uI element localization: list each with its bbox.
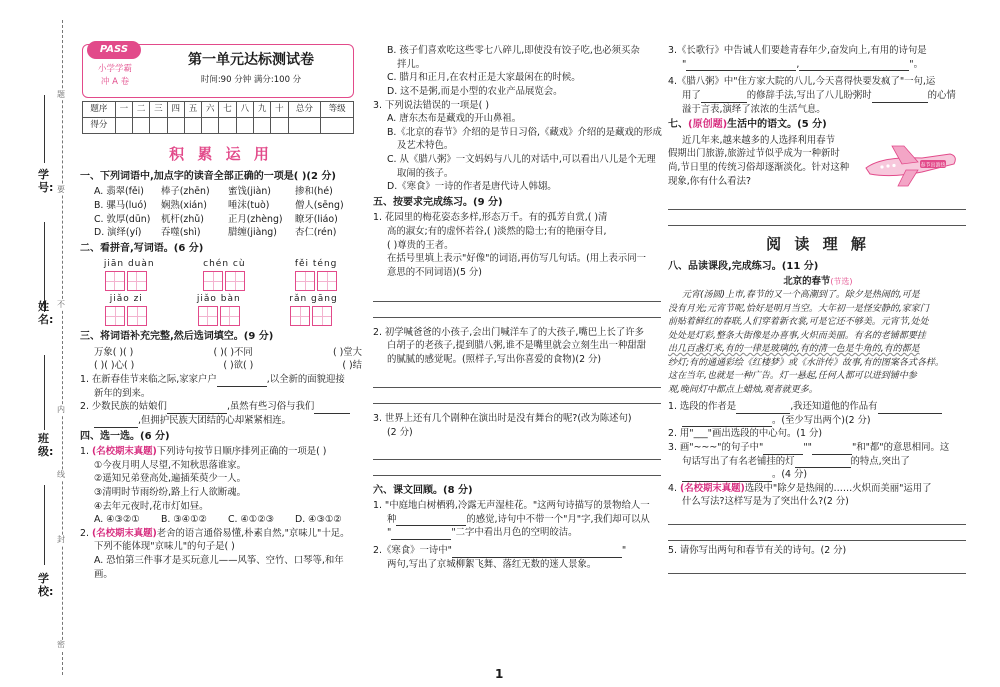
q1-option: 掺和(hé): [295, 186, 333, 198]
score-cell[interactable]: [150, 118, 167, 134]
score-header-cell: 题序: [83, 102, 116, 118]
pinyin-text: fěi téng: [294, 259, 338, 270]
blank[interactable]: [314, 403, 350, 414]
q1-option: 腊缠(jiàng): [228, 227, 277, 239]
score-header-cell: 一: [115, 102, 132, 118]
seal-char: 内: [57, 405, 65, 414]
series-label: 小学学霸 冲 A 卷: [97, 64, 132, 87]
seal-char: 要: [57, 185, 65, 194]
score-header-cell: 七: [219, 102, 236, 118]
seal-char: 封: [57, 535, 65, 544]
q1-options: [80, 185, 362, 240]
blank[interactable]: [812, 444, 852, 455]
tag-badge: (名校期末真题): [679, 482, 745, 494]
writing-box[interactable]: [203, 271, 223, 291]
blank[interactable]: [799, 60, 909, 71]
pinyin-group: [104, 293, 148, 326]
blank[interactable]: [872, 92, 928, 103]
pinyin-row: [80, 293, 362, 326]
page-number: 1: [495, 667, 504, 681]
score-cell[interactable]: [115, 118, 132, 134]
answer-line[interactable]: [668, 558, 966, 574]
fold-line: [62, 20, 63, 675]
pinyin-text: rǎn gāng: [289, 294, 338, 305]
section-title-reading: 阅 读 理 解: [766, 235, 870, 254]
score-header-cell: 等级: [321, 102, 354, 118]
column-2: B. 孩子们喜欢吃这些零七八碎儿,即使没有饺子吃,也必须买杂 拌儿。 C. 腊月和正月,在农村正是大家最闲在的时候。 D. 这不是粥,而是小型的农业产品展览会。 3. 下列说法错误的一项是( ) A. 唐东杰布是藏戏的开山鼻祖。 B.《北京的春节》介绍的是节日习俗,《藏戏》介绍的是藏戏的形成 及艺术特色。 C. 从《腊八粥》一文妈妈与八儿的对话中,可以看出八儿是个无理 取闹的孩子。 D.《寒食》一诗的作者是唐代诗人韩翃。 五、按要求完成练习。(9 分) 1. 花园里的梅花姿态多样,形态万千。有的孤芳自赏,( )清 高的淑女;有的虚怀若谷,( )淡然的隐士;有的艳丽夺目, ( )尊贵的王者。 在括号里填上表示"好像"的词语,再仿写几句话。(用上表示同一 意思的不同词语)(5 分) 2. 初学喊爸爸的小孩子,会出门喊洋车了的大孩子,嘴巴上长了许多 白胡子的老孩子,提到腊八粥,谁不是嘴里就会立刻生出一种甜甜 的腻腻的感觉呢。(照样子,写出你喜爱的食物)(2 分) 3. 世界上还有几个剧种在演出时是没有舞台的呢?(改为陈述句) (2 分) 六、课文回顾。(8 分) 1. "中庭地白树栖鸦,冷露无声湿桂花。"这两句诗描写的景物给人一 种 的感觉,诗句中不带一个"月"字,我们却可以从 " "二字中看出月色的空明皎洁。 2.《寒食》一诗中" " 两句,写出了京城柳絮飞舞、落红无数的迷人景象。: [373, 45, 662, 570]
blank[interactable]: [795, 457, 851, 468]
answer-line[interactable]: [373, 302, 661, 318]
exam-header: [82, 44, 354, 98]
q3-sentence-2: 2. 少数民族的姑娘们 ,虽然有些习俗与我们: [80, 400, 362, 414]
score-header-cell: 六: [202, 102, 219, 118]
airplane-illustration: [862, 142, 962, 190]
tag-badge: (原创题): [688, 119, 728, 131]
score-table: [82, 101, 354, 134]
answer-line[interactable]: [668, 194, 966, 210]
seal-char: 题: [57, 90, 65, 99]
q7-title: 七、(原创题)生活中的语文。(5 分): [668, 119, 827, 131]
writing-box[interactable]: [290, 306, 310, 326]
student-id-label: 学号:: [38, 168, 54, 194]
answer-line[interactable]: [373, 388, 661, 404]
pinyin-text: jiǎo zi: [109, 294, 143, 305]
pinyin-group: [294, 258, 338, 291]
school-label: 学校:: [38, 572, 54, 598]
blank[interactable]: [94, 417, 138, 428]
writing-box[interactable]: [198, 306, 218, 326]
score-header-cell: 五: [184, 102, 201, 118]
score-cell[interactable]: [167, 118, 184, 134]
q4-item-1: 1. (名校期末真题)下列诗句按节日顺序排列正确的一项是( ): [80, 446, 327, 458]
brand-logo: PASS: [87, 41, 141, 59]
blank[interactable]: [878, 403, 942, 414]
q6-title: 六、课文回顾。(8 分): [373, 484, 473, 496]
score-cell[interactable]: [202, 118, 219, 134]
score-header-cell: 总分: [288, 102, 321, 118]
pinyin-text: jiǎo bàn: [196, 294, 241, 305]
blank[interactable]: [217, 376, 267, 387]
answer-line[interactable]: [373, 372, 661, 388]
score-label-cell: 得分: [83, 118, 116, 134]
blank[interactable]: [396, 515, 466, 526]
q2-title: 二、看拼音,写词语。(6 分): [80, 242, 204, 254]
pinyin-group: [289, 293, 337, 326]
idiom-fill-row: 万象( )( ) ( )( )不同 ( )堂大: [94, 346, 362, 358]
pinyin-group: [202, 258, 246, 291]
seal-char: 线: [57, 470, 65, 479]
q4-item-2: 2. (名校期末真题)老舍的语言通俗易懂,朴素自然,"京味儿"十足。: [80, 527, 350, 539]
q4-title: 四、选一选。(6 分): [80, 430, 170, 442]
binding-strip: [0, 0, 75, 687]
passage-body: 元宵(汤圆)上市,春节的又一个高潮到了。除夕是热闹的,可是 没有月光;元宵节呢,恰好是明月当空。大年初一是怪安静的,家家门 前贴着鲜红的春联,人们穿着新衣裳,可是它还不够美。元宵节,处处 处处是灯彩,整条大街像是办喜事,火炽而美丽。有名的老铺都要挂 出几百盏灯来,有的一律是玻璃的,有的清一色是牛角的,有的都是 纱灯;有的通通彩绘《红楼梦》或《水浒传》故事,有的图案各式各样。 这在当年,也就是一种广告。灯一悬起,任何人都可以进到铺中参 观,晚间灯中都点上蜡烛,观者就更多。: [668, 290, 944, 395]
q1-option: 棒子(zhēn): [161, 186, 210, 198]
answer-line[interactable]: [373, 444, 661, 460]
writing-box[interactable]: [225, 271, 245, 291]
writing-box[interactable]: [105, 306, 125, 326]
writing-box[interactable]: [312, 306, 332, 326]
score-header-cell: 十: [271, 102, 288, 118]
writing-box[interactable]: [295, 271, 315, 291]
class-label: 班级:: [38, 432, 54, 458]
section-title-accumulation: 积 累 运 用: [169, 145, 273, 163]
q3-title: 三、将词语补充完整,然后选词填空。(9 分): [80, 331, 274, 343]
q1-option: C. 敦厚(dūn): [94, 213, 151, 225]
q1-option: 唾沫(tuò): [228, 199, 270, 211]
q1-option: D. 演绎(yí): [94, 227, 142, 239]
blank[interactable]: [682, 416, 772, 427]
idiom-fill-row: ( )( )心( ) ( )欲( ) ( )结: [94, 360, 362, 372]
blank[interactable]: [736, 403, 790, 414]
q3-sentence-1: 1. 在新春佳节来临之际,家家户户 ,以全新的面貌迎接: [80, 374, 345, 386]
column-1: 积 累 运 用 一、下列词语中,加点字的读音全部正确的一项是( )(2 分) A. 翡翠(fěi) 棒子(zhēn) 蜜饯(jiàn) 掺和(hé) B. 骡马(luó) 娴熟(xián) 唾沫(tuò) 僧人(sēng) C. 敦厚(dūn) 杌杆(zhǔ) 正月(zhèng) 瞭牙(liáo) D. 演绎(yí) 吞噬(shì) 腊缠(jiàng) 杏仁(rén) 二、看拼音,写词语。(6 分) jiān duàn chén cù fěi téng jiǎo zi jiǎo bàn rǎn gāng 三、将词语补充完整,然后选词填空。(9 分) 万象( )( ) ( )( )不同 ( )堂大 ( )( )心( ) ( )欲( ) ( )结 1. 在新春佳节来临之际,家家户户 ,以全新的面貌迎接 新年的到来。 2. 少数民族的姑娘们 ,虽然有些习俗与我们 ,但拥护民族大团结的心却紧紧相连。 四、选一选。(6 分) 1. (名校期末真题)下列诗句按节日顺序排列正确的一项是( ) ①今夜月明人尽望,不知秋思落谁家。 ②遥知兄弟登高处,遍插茱萸少一人。 ③清明时节雨纷纷,路上行人欲断魂。 ④去年元夜时,花市灯如昼。 A. ④③②① B. ③④①② C. ④①②③ D. ④③①② 2. (名校期末真题)老舍的语言通俗易懂,朴素自然,"京味儿"十足。 下列不能体现"京味儿"的句子是( ) A. 恐怕第三件事才是买玩意儿——风筝、空竹、口琴等,和年画。: [80, 145, 362, 580]
writing-box[interactable]: [220, 306, 240, 326]
tag-badge: (名校期末真题): [91, 446, 157, 458]
blank[interactable]: [167, 403, 227, 414]
score-header-cell: 三: [150, 102, 167, 118]
pinyin-row: [80, 258, 362, 291]
q1-option: 杏仁(rén): [295, 227, 337, 239]
blank[interactable]: [763, 444, 803, 455]
q5-title: 五、按要求完成练习。(9 分): [373, 196, 503, 208]
score-cell[interactable]: [321, 118, 354, 134]
score-cell[interactable]: [133, 118, 150, 134]
blank[interactable]: [682, 471, 772, 482]
q1-title: 一、下列词语中,加点字的读音全部正确的一项是( )(2 分): [80, 170, 337, 182]
pinyin-text: chén cù: [203, 259, 246, 270]
q1-option: B. 骡马(luó): [94, 199, 147, 211]
score-cell[interactable]: [184, 118, 201, 134]
answer-line[interactable]: [668, 509, 966, 525]
writing-box[interactable]: [127, 306, 147, 326]
score-cell[interactable]: [253, 118, 270, 134]
q1-option: 娴熟(xián): [161, 199, 207, 211]
q3-misc-title: 3. 下列说法错误的一项是( ): [373, 99, 489, 111]
q1-option: A. 翡翠(fěi): [94, 186, 144, 198]
blank[interactable]: [452, 547, 622, 558]
score-cell[interactable]: [236, 118, 253, 134]
score-header-cell: 九: [253, 102, 270, 118]
q1-option: 蜜饯(jiàn): [228, 186, 271, 198]
answer-line[interactable]: [668, 210, 966, 226]
blank[interactable]: [391, 529, 451, 540]
writing-box[interactable]: [127, 271, 147, 291]
writing-box[interactable]: [105, 271, 125, 291]
pinyin-group: [104, 258, 155, 291]
answer-line[interactable]: [373, 286, 661, 302]
q4-item-1-options: A. ④③②① B. ③④①② C. ④①②③ D. ④③①②: [94, 514, 342, 526]
blank[interactable]: [701, 92, 747, 103]
q7-prompt: 近几年来,越来越多的人选择利用春节 假期出门旅游,旅游过节似乎成为一种新时 尚,节日里的传统习俗却逐渐淡化。针对这种 现象,你有什么看法?: [668, 134, 850, 187]
answer-line[interactable]: [373, 460, 661, 476]
score-cell[interactable]: [288, 118, 321, 134]
exam-title: 第一单元达标测试卷: [188, 52, 314, 68]
pinyin-group: [197, 293, 241, 326]
writing-box[interactable]: [317, 271, 337, 291]
q1-option: 吞噬(shì): [161, 227, 201, 239]
pinyin-text: jiān duàn: [103, 259, 155, 270]
score-header-cell: 二: [133, 102, 150, 118]
blank[interactable]: [686, 60, 796, 71]
plane-sign: 春节出游热: [920, 162, 946, 169]
q1-option: 瞭牙(liáo): [295, 213, 338, 225]
score-cell[interactable]: [271, 118, 288, 134]
passage-title: 北京的春节(节选): [783, 276, 853, 288]
seal-char: 不: [57, 300, 65, 309]
column-3: 3.《长歌行》中告诫人们要趁青春年少,奋发向上,有用的诗句是 " , "。 4.《腊八粥》中"住方家大院的八儿,今天喜得快要发疯了"一句,运 用了 的修辞手法,写出了八儿盼粥时 的心情 溢于言表,演绎了浓浓的生活气息。 七、(原创题)生活中的语文。(5 分) 近几年来,越来越多的人选择利用春节 假期出门旅游,旅游过节似乎成为一种新时 尚,节日里的传统习俗却逐渐淡化。针对这种 现象,你有什么看法? 阅 读 理 解 八、品读课段,完成练习。(11 分) 北京的春节(节选) 元宵(汤圆)上市,春节的又一个高潮到了。除夕是热闹的,可是 没有月光;元宵节呢,恰好是明月当空。大年初一是怪安静的,家家门 前贴着鲜红的春联,人们穿着新衣裳,可是它还不够美。元宵节,处处 处处是灯彩,整条大街像是办喜事,火炽而美丽。有名的老铺都要挂 出几百盏灯来,有的一律是玻璃的,有的清一色是牛角的,有的都是 纱灯;有的通通彩绘《红楼梦》或《水浒传》故事,有的图案各式各样。 这在当年,也就是一种广告。灯一悬起,任何人都可以进到铺中参 观,晚间灯中都点上蜡烛,观者就更多。 1. 选段的作者是 ,我还知道他的作品有 。(至少写出两个)(2 分) 2. 用"___"画出选段的中心句。(1 分) 3. 画"~~~"的句子中" "" "和"都"的意思相同。这 句话写出了有名老铺挂的灯 的特点,突出了 。(4 分) 4. (名校期末真题)选段中"除夕是热闹的……火炽而美丽"运用了 什么写法?这样写是为了突出什么?(2 分) 5. 请你写出两句和春节有关的诗句。(2 分): [668, 44, 968, 574]
q1-option: 杌杆(zhǔ): [161, 213, 204, 225]
score-header-cell: 八: [236, 102, 253, 118]
q1-option: 僧人(sēng): [295, 199, 344, 211]
tag-badge: (名校期末真题): [91, 527, 157, 539]
answer-line[interactable]: [668, 525, 966, 541]
q1-option: 正月(zhèng): [228, 213, 283, 225]
score-header-cell: 四: [167, 102, 184, 118]
seal-char: 密: [57, 640, 65, 649]
exam-meta: 时间:90 分钟 满分:100 分: [200, 75, 302, 85]
score-cell[interactable]: [219, 118, 236, 134]
name-label: 姓名:: [38, 300, 54, 326]
q8-title: 八、品读课段,完成练习。(11 分): [668, 260, 819, 272]
